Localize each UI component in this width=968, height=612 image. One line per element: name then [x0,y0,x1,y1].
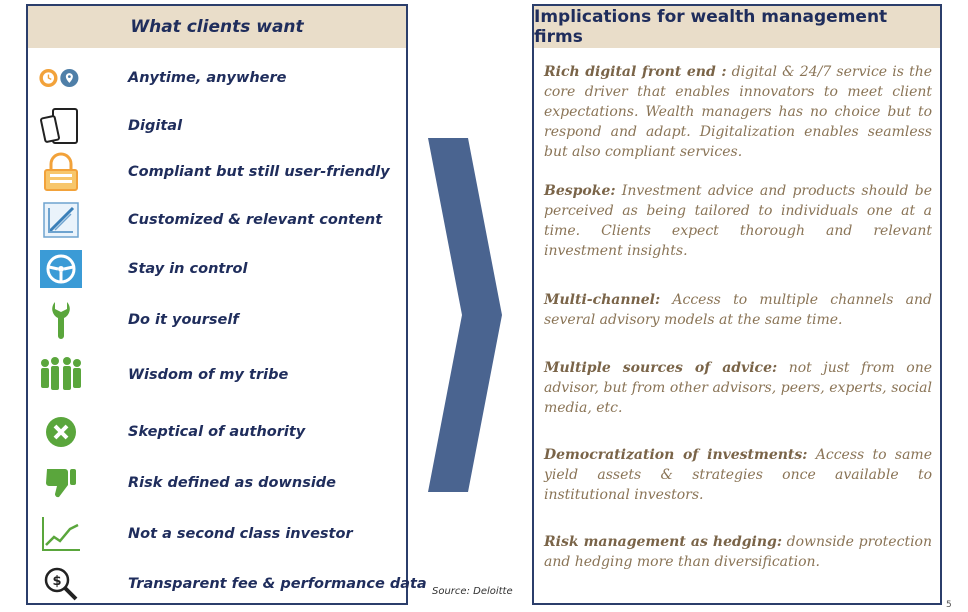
list-item [28,463,406,503]
item-label: Transparent fee & performance data [128,576,427,592]
list-item [28,249,406,289]
x-circle-icon [38,412,84,452]
implication-heading: Democratization of investments: [544,447,808,463]
implication-heading: Rich digital front end : [544,64,727,80]
list-item [28,300,406,340]
implication-item [544,62,932,162]
clients-want-title: What clients want [28,6,406,48]
item-label: Not a second class investor [128,526,353,542]
source-note: Source: Deloitte [432,586,513,597]
implication-text: not just from one advisor, but from other advisors, peers, experts, social media, etc. [544,360,932,416]
list-item [28,200,406,240]
wrench-icon [38,300,84,340]
clients-want-panel [26,4,427,605]
implication-text: downside protection and hedging more than diversification. [544,534,932,570]
implication-item [544,532,932,572]
list-item [28,564,427,604]
item-label: Compliant but still user-friendly [128,164,390,180]
implications-panel [532,4,942,605]
list-item [28,106,406,146]
thumbs-down-icon [38,463,84,503]
page-number: 5 [946,600,952,610]
list-item [28,58,406,98]
implication-heading: Bespoke: [544,183,616,199]
implication-item [544,290,932,330]
clock-location-icon [38,58,84,98]
implication-heading: Risk management as hedging: [544,534,783,550]
item-label: Risk defined as downside [128,475,337,491]
list-item [28,514,406,554]
line-chart-icon [38,514,84,554]
implication-heading: Multiple sources of advice: [544,360,778,376]
item-label: Do it yourself [128,312,239,328]
list-item [28,355,406,395]
chevron-arrow [420,130,510,500]
implication-text: Access to multiple channels and several advisory models at the same time. [544,292,932,328]
svg-text:$: $ [52,574,62,589]
list-item [28,152,406,192]
item-label: Wisdom of my tribe [128,367,289,383]
pencil-ruler-icon [38,200,84,240]
implication-text: digital & 24/7 service is the core driver that enables innovators to meet client expectations. Wealth managers has no choice but to respond and adapt. Digitalization enables seamless but also compliant services. [544,64,932,160]
implication-item [544,181,932,261]
item-label: Digital [128,118,183,134]
magnifier-dollar-icon [38,564,84,604]
implication-text: Investment advice and products should be perceived as being tailored to individuals one at a time. Clients expect thorough and relevant investment insights. [544,183,932,259]
implication-text: Access to same yield assets & strategies once available to institutional investors. [544,447,932,503]
implication-item [544,358,932,418]
implications-title: Implications for wealth management firms [534,6,940,48]
list-item [28,412,406,452]
people-group-icon [38,355,84,395]
item-label: Customized & relevant content [128,212,383,228]
padlock-icon [38,152,84,192]
tablet-phone-icon [38,106,84,146]
implication-item [544,445,932,505]
item-label: Anytime, anywhere [128,70,287,86]
item-label: Skeptical of authority [128,424,306,440]
implication-heading: Multi-channel: [544,292,661,308]
steering-wheel-icon [38,249,84,289]
item-label: Stay in control [128,261,248,277]
